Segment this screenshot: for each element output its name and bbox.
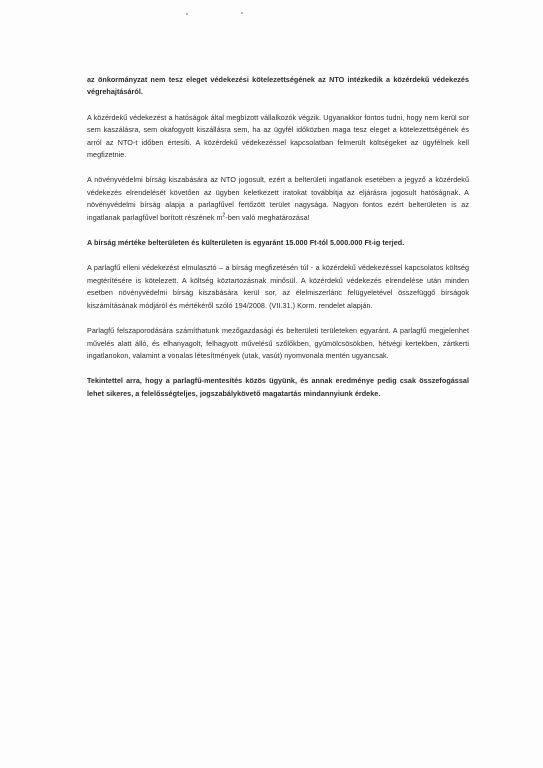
paragraph-fine-text: A növényvédelmi bírság kiszabására az NTO jogosult, ezért a belterületi ingatlanok esetében a jegyző a közérdekű védekezés elrendelését követően az ügyben keletkezett iratokat továbbítja az eljárásra jogosult hatóságnak. A növényvédelmi bírság alapja a parlagfűvel fertőzött terület nagysága. Nagyon fontos ezért belterületen is az ingatlanak parlagfűvel borított részének m: [87, 175, 469, 222]
paragraph-fine-tail: -ben való meghatározása!: [225, 212, 310, 222]
paragraph-public-interest-control: A közérdekű védekezést a hatóságok által megbízott vállalkozók végzik. Ugyanakkor fontos tudni, hogy nem kerül sor sem kaszálásra, sem okafogyott kiszállásra sem, ha az ügyfél időközben maga tesz eleget a kötelezettségének és arról az NTO-t időben értesíti. A közérdekű védekezéssel kapcsolatban felmerült költségeket az ügyfélnek kell megfizetnie.: [87, 112, 469, 160]
scan-speck: [241, 12, 243, 14]
paragraph-intro-continuation: az önkormányzat nem tesz eleget védekezési kötelezettségének az NTO intézkedik a közérdekű védekezés végrehajtásáról.: [87, 75, 469, 97]
superscript-square: 2: [222, 212, 226, 219]
paragraph-cost-obligation: A parlagfű elleni védekezést elmulasztó – a bírság megfizetésén túl - a közérdekű védekezéssel kapcsolatos költség megtérítésére is kötelezett. A költség köztartozásnak minősül. A közérdekű védekezés elrendelése után minden esetben növényvédelmi bírság kiszabására kerül sor, az élelmiszerlánc felügyeletével összefüggő bírságok kiszámításának módjáról és mértékéről szóló 194/2008. (VII.31.) Korm. rendelet alapján.: [87, 263, 469, 310]
paragraph-ragweed-spread: Parlagfű felszaporodására számíthatunk mezőgazdasági és belterületi területeken egyaránt. A parlagfű megjelenhet művelés alatt álló, és elhanyagolt, felhagyott művelésű szőlőkben, gyümölcsösökben, hétvégi kertekben, zártkerti ingatlanokon, valamint a vonalas létesítmények (utak, vasút) nyomvonala mentén ugyancsak.: [87, 326, 469, 360]
paragraph-fine-amount: A bírság mértéke belterületen és külterületen is egyaránt 15.000 Ft-tól 5.000.000 Ft-ig terjed.: [87, 238, 405, 248]
paragraph-plant-protection-fine: [87, 174, 469, 224]
paragraph-closing-appeal: Tekintettel arra, hogy a parlagfű-mentesítés közös ügyünk, és annak eredménye pedig csak összefogással lehet sikeres, a felelősségteljes, jogszabálykövető magatartás mindannyiunk érdeke.: [87, 376, 469, 398]
scan-speck: [186, 13, 188, 15]
document-body: [87, 74, 469, 413]
